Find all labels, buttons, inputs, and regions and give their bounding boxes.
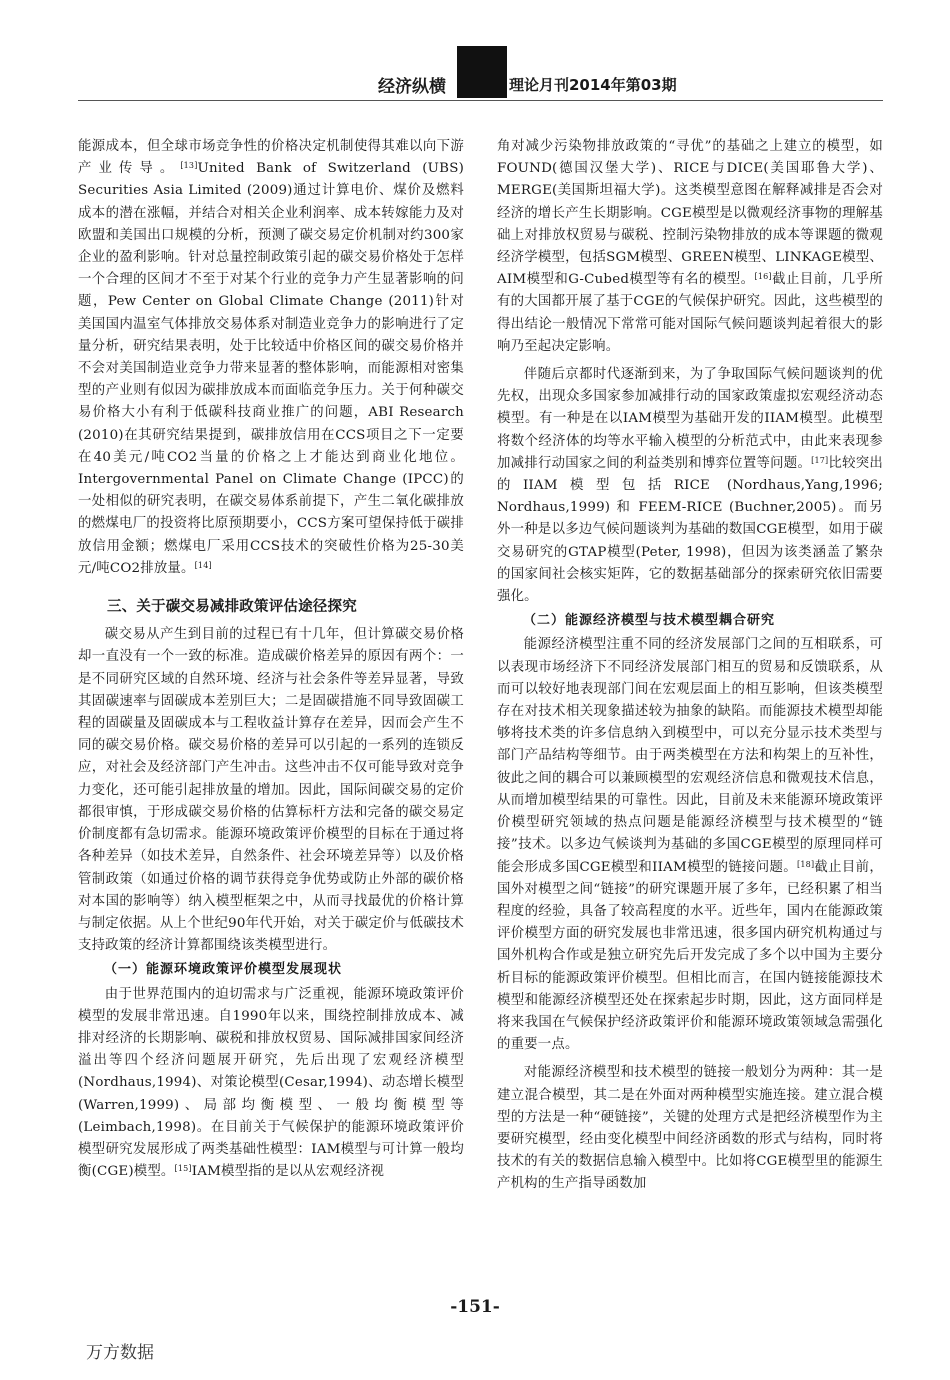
journal-issue: 理论月刊2014年第03期 [509,76,677,94]
right-p2-text: 伴随后京都时代逐渐到来，为了争取国际气候问题谈判的优先权，出现众多国家参加减排行动的国家政策虚拟宏观经济动态模型。有一种是在以IAM模型为基础开发的IIAM模型。此模型将数个经济体的均等水平输入模型的分析范式中，由此来表现参加减排行动国家之间的利益类别和博弈位置等问题。 [497,367,883,471]
citation-13: [13] [180,161,198,171]
subsection-2-title: （二）能源经济模型与技术模型耦合研究 [523,613,776,629]
right-column [497,136,883,1196]
right-paragraph-4: 对能源经济模型和技术模型的链接一般划分为两种：其一是建立混合模型，其二是在外面对两种模型实施连接。建立混合模型的方法是一种“硬链接”，关键的处理方式是把经济模型作为主要研究模型，经由变化模型中间经济函数的形式与结构，同时将技术的有关的数据信息输入模型中。比如将CGE模型里的能源生产机构的生产指导函数加 [497,1065,883,1192]
citation-14: [14] [194,560,212,570]
right-paragraph-3 [497,634,883,1056]
right-p2-text-b: 比较突出的IIAM模型包括RICE (Nordhaus,Yang,1996; Nordhaus,1999) 和 FEEM-RICE (Buchner,2005)。而另外一种是以多边气候问题谈判为基础的数国CGE模型，如用于碳交易研究的GTAP模型(Peter, 1998)，但因为该类涵盖了繁杂的国家间社会核实矩阵，它的数据基础部分的探索研究依旧需要强化。 [497,455,883,605]
left-paragraph-2: 碳交易从产生到目前的过程已有十几年，但计算碳交易价格却一直没有一个一致的标准。造成碳价格差异的原因有两个：一是不同研究区域的自然环境、经济与社会条件等差异显著，导致其固碳速率与固碳成本差别巨大；二是固碳措施不同导致固碳工程的固碳量及固碳成本与工程收益计算存在差异，因而会产生不同的碳交易价格。碳交易价格的差异可以引起的一系列的连锁反应，对社会及经济部门产生冲击。这些冲击不仅可能导致对竞争力变化，还可能引起排放量的增加。因此，国际间碳交易的定价都很审慎，于形成碳交易价格的估算标杆方法和完备的碳交易定价制度都有急切需求。能源环境政策评价模型的目标在于通过将各种差异（如技术差异，自然条件、社会环境差异等）以及价格管制政策（如通过价格的调节获得竞争优势或防止外部的碳价格对本国的影响等）纳入模型框架之中，从而寻找最优的价格计算与制定依据。从上个世纪90年代开始，对关于碳定价与低碳技术支持政策的经济计算都围绕该类模型进行。 [78,627,464,954]
watermark: 万方数据 [86,1343,154,1363]
citation-18: [18] [797,859,815,869]
citation-16: [16] [754,272,772,282]
subsection-1-title: （一）能源环境政策评价模型发展现状 [104,962,343,978]
left-p1-text: 能源成本，但全球市场竞争性的价格决定机制使得其难以向下游产业传导。 [78,139,464,177]
left-p3-text-b: IAM模型指的是以从宏观经济视 [191,1164,385,1180]
header-black-block [457,46,507,98]
left-column [78,136,464,1183]
right-p1-text-b: 截止目前，几乎所有的大国都开展了基于CGE的气候保护研究。因此，这些模型的得出结论一般情况下常常可能对国际气候问题谈判起着很大的影响乃至起决定影响。 [497,272,883,354]
header-rule [78,100,883,101]
citation-15: [15] [174,1164,192,1174]
page-number: -151- [450,1297,500,1317]
section-3-title: 三、关于碳交易减排政策评估途径探究 [107,599,357,616]
left-paragraph-3 [78,984,464,1184]
citation-17: [17] [811,455,829,465]
right-paragraph-1 [497,136,883,358]
right-paragraph-2 [497,364,883,608]
right-p3-text: 能源经济模型注重不同的经济发展部门之间的互相联系，可以表现市场经济下不同经济发展部门相互的贸易和反馈联系，从而可以较好地表现部门间在宏观层面上的相互影响，但该类模型存在对技术相关现象描述较为抽象的缺陷。而能源技术模型却能够将技术类的许多信息纳入到模型中，可以充分显示技术类型与部门产品结构等细节。由于两类模型在方法和构架上的互补性，彼此之间的耦合可以兼顾模型的宏观经济信息和微观技术信息，从而增加模型结果的可靠性。因此，目前及未来能源环境政策评价模型研究领域的热点问题是能源经济模型与技术模型的“链接”技术。以多边气候谈判为基础的多国CGE模型的原理同样可能会形成多国CGE模型和IIAM模型的链接问题。 [497,637,883,875]
right-p3-text-b: 截止目前，国外对模型之间“链接”的研究课题开展了多年，已经积累了相当程度的经验，具备了较高程度的水平。近些年，国内在能源政策评价模型方面的研究发展也非常迅速，很多国内研究机构通过与国外机构合作或是独立研究先后开发完成了多个以中国为主要分析目标的能源政策评价模型。但相比而言，在国内链接能源技术模型和能源经济模型还处在探索起步时期，因此，这方面同样是将来我国在气候保护经济政策评价和能源环境政策领域急需强化的重要一点。 [497,859,884,1053]
left-p1-text-b: United Bank of Switzerland (UBS) Securities Asia Limited (2009)通过计算电价、煤价及燃料成本的潜在涨幅，并结合对相关企业利润率、成本转嫁能力及对欧盟和美国出口规模的分析，预测了碳交易定价机制对约300家企业的盈利影响。针对总量控制政策引起的碳交易价格处于怎样一个合理的区间才不至于对某个行业的竞争力产生显著影响的问题，Pew Center on Global Climate Change (2011)针对美国国内温室气体排放交易体系对制造业竞争力的影响进行了定量分析，研究结果表明，处于比较适中价格区间的碳交易价格并不会对美国制造业竞争力带来显著的整体影响，而能源相对密集型的产业则有似因为碳排放成本而面临竞争压力。关于何种碳交易价格大小有利于低碳科技商业推广的问题，ABI Research (2010)在其研究结果提到，碳排放信用在CCS项目之下一定要在40美元/吨CO2当量的价格之上才能达到商业化地位。Intergovernmental Panel on Climate Change (IPCC)的一处相似的研究表明，在碳交易体系前提下，产生二氧化碳排放的燃煤电厂的投资将比原预期要小，CCS方案可望保持低于碳排放信用金额；燃煤电厂采用CCS技术的突破性价格为25-30美元/吨CO2排放量。 [78,161,464,576]
left-p3-text: 由于世界范围内的迫切需求与广泛重视，能源环境政策评价模型的发展非常迅速。自1990年以来，围绕控制排放成本、减排对经济的长期影响、碳税和排放权贸易、国际减排国家间经济溢出等四个经济问题展开研究，先后出现了宏观经济模型(Nordhaus,1994)、对策论模型(Cesar,1994)、动态增长模型(Warren,1999)、局部均衡模型、一般均衡模型等(Leimbach,1998)。在目前关于气候保护的能源环境政策评价模型研究发展形成了两类基础性模型：IAM模型与可计算一般均衡(CGE)模型。 [78,986,464,1180]
right-p1-text: 角对减少污染物排放政策的“寻优”的基础之上建立的模型，如FOUND(德国汉堡大学)、RICE与DICE(美国耶鲁大学)、MERGE(美国斯坦福大学)。这类模型意图在解释减排是否会对经济的增长产生长期影响。CGE模型是以微观经济事物的理解基础上对排放权贸易与碳税、控制污染物排放的成本等课题的微观经济学模型，包括SGM模型、GREEN模型、LINKAGE模型、AIM模型和G-Cubed模型等有名的模型。 [497,139,883,288]
journal-name: 经济纵横 [378,77,446,97]
left-paragraph-1 [78,136,464,580]
